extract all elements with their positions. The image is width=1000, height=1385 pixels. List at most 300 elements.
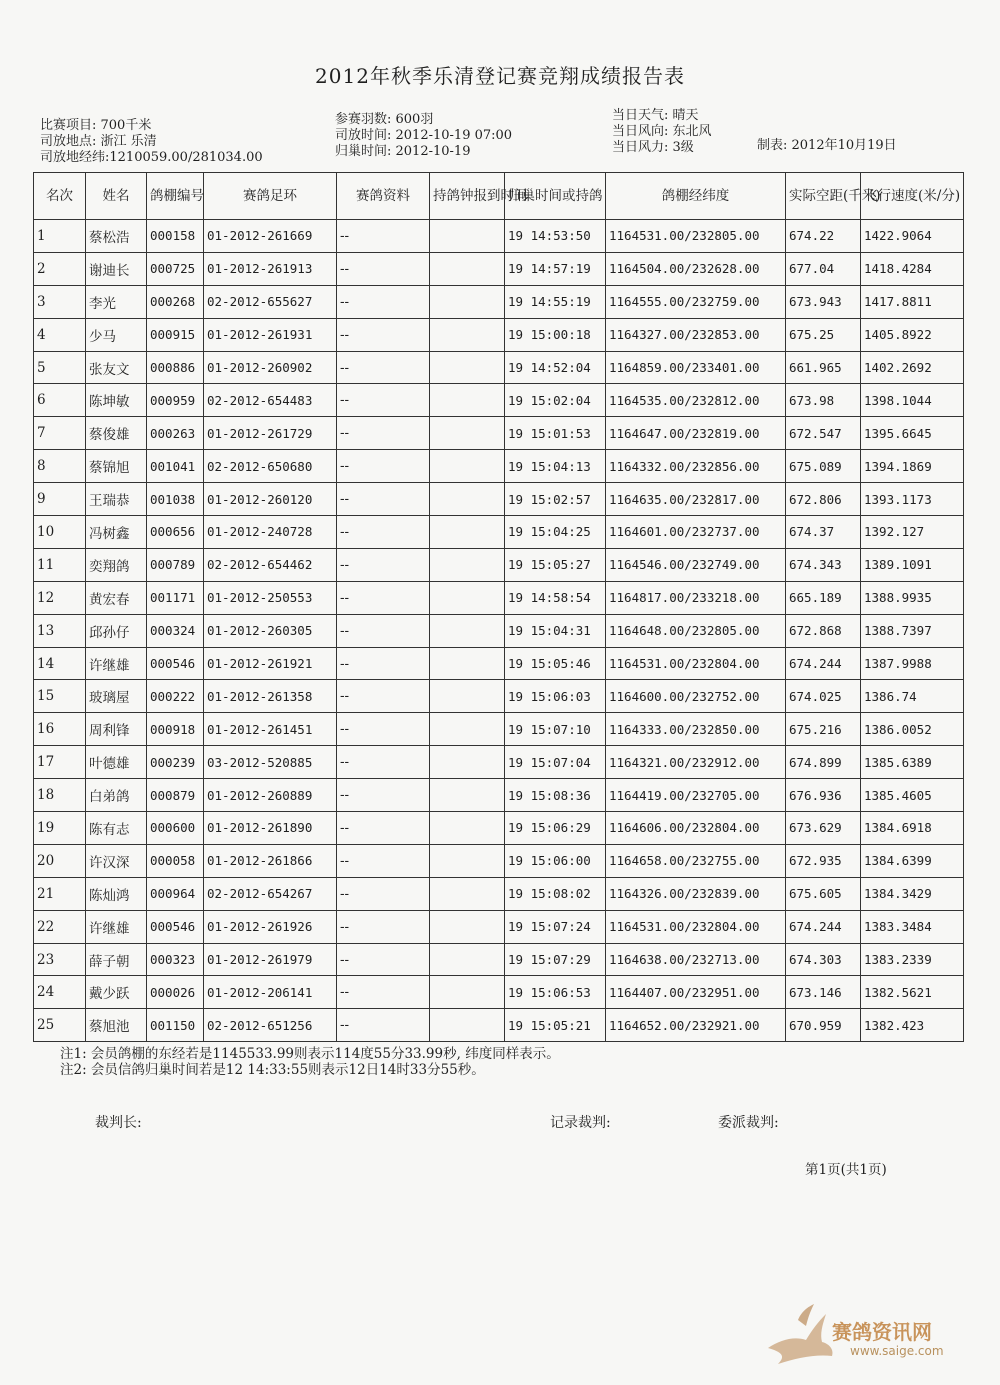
cell-coordinates: 1164555.00/232759.00: [606, 285, 786, 318]
cell-loft-id: 000239: [147, 746, 204, 779]
made-date: 制表: 2012年10月19日: [757, 138, 897, 153]
cell-clock-time: [430, 252, 505, 285]
cell-name: 玻璃屋: [86, 680, 147, 713]
watermark-text: 赛鸽资讯网: [832, 1320, 932, 1344]
cell-distance: 661.965: [786, 351, 861, 384]
cell-pigeon-info: --: [337, 943, 430, 976]
cell-arrival-time: 19 15:06:00: [505, 844, 606, 877]
cell-coordinates: 1164817.00/233218.00: [606, 581, 786, 614]
cell-coordinates: 1164419.00/232705.00: [606, 779, 786, 812]
results-table: [33, 172, 964, 1042]
cell-coordinates: 1164648.00/232805.00: [606, 614, 786, 647]
col-header-ring: 赛鸽足环: [204, 173, 337, 220]
cell-name: 蔡俊雄: [86, 417, 147, 450]
col-header-pigeon-info: 赛鸽资料: [337, 173, 430, 220]
cell-rank: 3: [34, 285, 86, 318]
cell-name: 白弟鸽: [86, 779, 147, 812]
cell-clock-time: [430, 844, 505, 877]
cell-name: 王瑞恭: [86, 483, 147, 516]
delegated-referee-label: 委派裁判:: [718, 1115, 779, 1131]
col-header-name: 姓名: [86, 173, 147, 220]
cell-rank: 7: [34, 417, 86, 450]
cell-arrival-time: 19 15:08:02: [505, 877, 606, 910]
cell-arrival-time: 19 15:00:18: [505, 318, 606, 351]
cell-loft-id: 000158: [147, 220, 204, 253]
cell-speed: 1382.423: [861, 1009, 964, 1042]
cell-pigeon-info: --: [337, 910, 430, 943]
site-watermark: [760, 1300, 980, 1370]
cell-arrival-time: 19 14:58:54: [505, 581, 606, 614]
cell-clock-time: [430, 581, 505, 614]
cell-pigeon-info: --: [337, 844, 430, 877]
table-row: [34, 548, 964, 581]
cell-pigeon-info: --: [337, 877, 430, 910]
cell-coordinates: 1164652.00/232921.00: [606, 1009, 786, 1042]
info-line: 当日天气: 晴天: [612, 108, 699, 123]
cell-ring: 01-2012-261931: [204, 318, 337, 351]
cell-name: 邱孙仔: [86, 614, 147, 647]
table-row: [34, 779, 964, 812]
race-info-left: [40, 118, 263, 166]
table-row: [34, 614, 964, 647]
cell-arrival-time: 19 15:07:04: [505, 746, 606, 779]
cell-loft-id: 000026: [147, 976, 204, 1009]
cell-speed: 1402.2692: [861, 351, 964, 384]
cell-speed: 1392.127: [861, 516, 964, 549]
cell-speed: 1395.6645: [861, 417, 964, 450]
cell-rank: 4: [34, 318, 86, 351]
col-header-loft-id: 鸽棚编号: [147, 173, 204, 220]
cell-rank: 9: [34, 483, 86, 516]
cell-rank: 1: [34, 220, 86, 253]
cell-clock-time: [430, 384, 505, 417]
table-row: [34, 252, 964, 285]
cell-ring: 01-2012-260902: [204, 351, 337, 384]
cell-rank: 25: [34, 1009, 86, 1042]
cell-speed: 1387.9988: [861, 647, 964, 680]
cell-rank: 19: [34, 812, 86, 845]
cell-arrival-time: 19 15:04:25: [505, 516, 606, 549]
cell-distance: 673.943: [786, 285, 861, 318]
cell-pigeon-info: --: [337, 548, 430, 581]
cell-ring: 01-2012-260120: [204, 483, 337, 516]
cell-loft-id: 000263: [147, 417, 204, 450]
cell-loft-id: 000324: [147, 614, 204, 647]
cell-pigeon-info: --: [337, 417, 430, 450]
cell-speed: 1422.9064: [861, 220, 964, 253]
cell-name: 少马: [86, 318, 147, 351]
cell-distance: 670.959: [786, 1009, 861, 1042]
cell-distance: 675.089: [786, 450, 861, 483]
cell-clock-time: [430, 516, 505, 549]
cell-coordinates: 1164535.00/232812.00: [606, 384, 786, 417]
cell-coordinates: 1164635.00/232817.00: [606, 483, 786, 516]
cell-coordinates: 1164326.00/232839.00: [606, 877, 786, 910]
cell-pigeon-info: --: [337, 318, 430, 351]
cell-clock-time: [430, 417, 505, 450]
table-row: [34, 351, 964, 384]
cell-rank: 22: [34, 910, 86, 943]
cell-clock-time: [430, 680, 505, 713]
cell-speed: 1383.2339: [861, 943, 964, 976]
cell-loft-id: 000222: [147, 680, 204, 713]
cell-distance: 672.806: [786, 483, 861, 516]
cell-coordinates: 1164658.00/232755.00: [606, 844, 786, 877]
cell-pigeon-info: --: [337, 450, 430, 483]
cell-coordinates: 1164321.00/232912.00: [606, 746, 786, 779]
cell-coordinates: 1164332.00/232856.00: [606, 450, 786, 483]
cell-loft-id: 000915: [147, 318, 204, 351]
cell-distance: 674.244: [786, 647, 861, 680]
table-row: [34, 516, 964, 549]
cell-name: 谢迪长: [86, 252, 147, 285]
cell-rank: 16: [34, 713, 86, 746]
cell-distance: 675.605: [786, 877, 861, 910]
cell-pigeon-info: --: [337, 746, 430, 779]
page-number: 第1页(共1页): [805, 1162, 887, 1178]
info-line: 参赛羽数: 600羽: [335, 112, 434, 127]
cell-arrival-time: 19 15:04:31: [505, 614, 606, 647]
cell-ring: 01-2012-260889: [204, 779, 337, 812]
cell-ring: 02-2012-651256: [204, 1009, 337, 1042]
cell-arrival-time: 19 15:07:10: [505, 713, 606, 746]
cell-ring: 01-2012-261729: [204, 417, 337, 450]
cell-arrival-time: 19 14:55:19: [505, 285, 606, 318]
cell-rank: 12: [34, 581, 86, 614]
cell-arrival-time: 19 15:07:29: [505, 943, 606, 976]
cell-name: 戴少跃: [86, 976, 147, 1009]
cell-speed: 1383.3484: [861, 910, 964, 943]
cell-clock-time: [430, 1009, 505, 1042]
cell-coordinates: 1164606.00/232804.00: [606, 812, 786, 845]
cell-coordinates: 1164531.00/232804.00: [606, 910, 786, 943]
cell-clock-time: [430, 779, 505, 812]
cell-distance: 674.22: [786, 220, 861, 253]
cell-name: 许汉深: [86, 844, 147, 877]
cell-clock-time: [430, 220, 505, 253]
cell-rank: 17: [34, 746, 86, 779]
cell-coordinates: 1164546.00/232749.00: [606, 548, 786, 581]
cell-loft-id: 000879: [147, 779, 204, 812]
cell-arrival-time: 19 14:52:04: [505, 351, 606, 384]
cell-loft-id: 000058: [147, 844, 204, 877]
cell-loft-id: 000918: [147, 713, 204, 746]
cell-ring: 01-2012-260305: [204, 614, 337, 647]
cell-pigeon-info: --: [337, 483, 430, 516]
cell-rank: 2: [34, 252, 86, 285]
cell-speed: 1384.3429: [861, 877, 964, 910]
cell-name: 黄宏春: [86, 581, 147, 614]
table-row: [34, 483, 964, 516]
cell-rank: 21: [34, 877, 86, 910]
cell-distance: 673.98: [786, 384, 861, 417]
cell-loft-id: 000886: [147, 351, 204, 384]
cell-coordinates: 1164531.00/232804.00: [606, 647, 786, 680]
cell-rank: 13: [34, 614, 86, 647]
cell-distance: 677.04: [786, 252, 861, 285]
cell-ring: 02-2012-654462: [204, 548, 337, 581]
table-row: [34, 976, 964, 1009]
cell-clock-time: [430, 647, 505, 680]
col-header-distance: 实际空距(千米): [786, 173, 861, 220]
cell-clock-time: [430, 285, 505, 318]
cell-arrival-time: 19 15:06:29: [505, 812, 606, 845]
cell-pigeon-info: --: [337, 1009, 430, 1042]
cell-loft-id: 000546: [147, 647, 204, 680]
cell-name: 叶德雄: [86, 746, 147, 779]
cell-pigeon-info: --: [337, 581, 430, 614]
cell-loft-id: 000546: [147, 910, 204, 943]
race-info-right: [612, 108, 712, 156]
cell-rank: 20: [34, 844, 86, 877]
chief-referee-label: 裁判长:: [95, 1115, 142, 1131]
cell-coordinates: 1164601.00/232737.00: [606, 516, 786, 549]
cell-speed: 1388.7397: [861, 614, 964, 647]
table-row: [34, 812, 964, 845]
cell-ring: 01-2012-261979: [204, 943, 337, 976]
cell-distance: 674.303: [786, 943, 861, 976]
recording-referee-label: 记录裁判:: [550, 1115, 611, 1131]
cell-loft-id: 000959: [147, 384, 204, 417]
info-line: 司放地点: 浙江 乐清: [40, 134, 157, 149]
cell-clock-time: [430, 976, 505, 1009]
footnote: 注1: 会员鸽棚的东经若是1145533.99则表示114度55分33.99秒, 纬度同样表示。: [60, 1046, 560, 1062]
cell-ring: 02-2012-654267: [204, 877, 337, 910]
table-row: [34, 943, 964, 976]
cell-arrival-time: 19 15:02:04: [505, 384, 606, 417]
cell-rank: 6: [34, 384, 86, 417]
cell-rank: 24: [34, 976, 86, 1009]
info-line: 当日风力: 3级: [612, 140, 694, 155]
table-row: [34, 877, 964, 910]
cell-ring: 01-2012-261913: [204, 252, 337, 285]
table-header-row: [34, 173, 964, 220]
cell-ring: 01-2012-206141: [204, 976, 337, 1009]
cell-clock-time: [430, 910, 505, 943]
cell-ring: 01-2012-261866: [204, 844, 337, 877]
info-line: 归巢时间: 2012-10-19: [335, 144, 471, 159]
cell-speed: 1386.74: [861, 680, 964, 713]
col-header-clock-time: 持鸽钟报到时间: [430, 173, 505, 220]
cell-rank: 5: [34, 351, 86, 384]
cell-distance: 672.868: [786, 614, 861, 647]
cell-clock-time: [430, 746, 505, 779]
cell-ring: 01-2012-261926: [204, 910, 337, 943]
cell-name: 周利锋: [86, 713, 147, 746]
footnotes: [60, 1046, 560, 1078]
footnote: 注2: 会员信鸽归巢时间若是12 14:33:55则表示12日14时33分55秒。: [60, 1062, 485, 1078]
col-header-arrival-time: 归巢时间或持鸽: [505, 173, 606, 220]
cell-pigeon-info: --: [337, 384, 430, 417]
cell-clock-time: [430, 351, 505, 384]
cell-rank: 10: [34, 516, 86, 549]
cell-coordinates: 1164600.00/232752.00: [606, 680, 786, 713]
cell-loft-id: 000268: [147, 285, 204, 318]
cell-speed: 1394.1869: [861, 450, 964, 483]
cell-rank: 8: [34, 450, 86, 483]
cell-loft-id: 001171: [147, 581, 204, 614]
cell-arrival-time: 19 15:02:57: [505, 483, 606, 516]
cell-arrival-time: 19 15:06:03: [505, 680, 606, 713]
cell-loft-id: 000323: [147, 943, 204, 976]
cell-distance: 674.899: [786, 746, 861, 779]
cell-name: 许继雄: [86, 910, 147, 943]
cell-clock-time: [430, 812, 505, 845]
table-row: [34, 417, 964, 450]
cell-rank: 18: [34, 779, 86, 812]
cell-distance: 675.216: [786, 713, 861, 746]
cell-clock-time: [430, 318, 505, 351]
cell-pigeon-info: --: [337, 812, 430, 845]
cell-ring: 01-2012-261921: [204, 647, 337, 680]
cell-coordinates: 1164531.00/232805.00: [606, 220, 786, 253]
cell-arrival-time: 19 15:04:13: [505, 450, 606, 483]
cell-pigeon-info: --: [337, 351, 430, 384]
info-line: 当日风向: 东北风: [612, 124, 712, 139]
cell-clock-time: [430, 548, 505, 581]
pigeon-logo-icon: [760, 1300, 840, 1370]
info-line: 司放地经纬:1210059.00/281034.00: [40, 150, 263, 165]
table-row: [34, 1009, 964, 1042]
table-row: [34, 910, 964, 943]
col-header-rank: 名次: [34, 173, 86, 220]
cell-pigeon-info: --: [337, 647, 430, 680]
cell-ring: 01-2012-261890: [204, 812, 337, 845]
cell-ring: 01-2012-261669: [204, 220, 337, 253]
cell-ring: 01-2012-240728: [204, 516, 337, 549]
cell-rank: 14: [34, 647, 86, 680]
cell-name: 张友文: [86, 351, 147, 384]
cell-pigeon-info: --: [337, 285, 430, 318]
cell-coordinates: 1164638.00/232713.00: [606, 943, 786, 976]
cell-pigeon-info: --: [337, 220, 430, 253]
cell-name: 陈有志: [86, 812, 147, 845]
cell-distance: 673.146: [786, 976, 861, 1009]
cell-speed: 1384.6918: [861, 812, 964, 845]
cell-loft-id: 001150: [147, 1009, 204, 1042]
cell-loft-id: 000964: [147, 877, 204, 910]
cell-pigeon-info: --: [337, 976, 430, 1009]
table-row: [34, 647, 964, 680]
cell-clock-time: [430, 450, 505, 483]
cell-coordinates: 1164504.00/232628.00: [606, 252, 786, 285]
cell-clock-time: [430, 614, 505, 647]
cell-ring: 01-2012-261358: [204, 680, 337, 713]
table-row: [34, 450, 964, 483]
cell-speed: 1393.1173: [861, 483, 964, 516]
cell-speed: 1385.4605: [861, 779, 964, 812]
cell-name: 蔡松浩: [86, 220, 147, 253]
cell-speed: 1417.8811: [861, 285, 964, 318]
cell-arrival-time: 19 15:06:53: [505, 976, 606, 1009]
cell-speed: 1389.1091: [861, 548, 964, 581]
cell-ring: 02-2012-650680: [204, 450, 337, 483]
cell-arrival-time: 19 15:05:27: [505, 548, 606, 581]
cell-name: 陈坤敏: [86, 384, 147, 417]
table-row: [34, 680, 964, 713]
cell-speed: 1385.6389: [861, 746, 964, 779]
cell-ring: 02-2012-655627: [204, 285, 337, 318]
cell-arrival-time: 19 15:05:21: [505, 1009, 606, 1042]
table-row: [34, 220, 964, 253]
cell-name: 蔡旭池: [86, 1009, 147, 1042]
cell-loft-id: 001038: [147, 483, 204, 516]
cell-distance: 674.244: [786, 910, 861, 943]
cell-loft-id: 000600: [147, 812, 204, 845]
table-row: [34, 318, 964, 351]
cell-coordinates: 1164647.00/232819.00: [606, 417, 786, 450]
cell-distance: 674.343: [786, 548, 861, 581]
cell-speed: 1405.8922: [861, 318, 964, 351]
cell-distance: 675.25: [786, 318, 861, 351]
cell-clock-time: [430, 943, 505, 976]
cell-pigeon-info: --: [337, 713, 430, 746]
cell-pigeon-info: --: [337, 516, 430, 549]
cell-arrival-time: 19 15:07:24: [505, 910, 606, 943]
cell-rank: 23: [34, 943, 86, 976]
info-line: 比赛项目: 700千米: [40, 118, 152, 133]
cell-clock-time: [430, 713, 505, 746]
cell-clock-time: [430, 483, 505, 516]
cell-loft-id: 000725: [147, 252, 204, 285]
cell-speed: 1418.4284: [861, 252, 964, 285]
cell-distance: 665.189: [786, 581, 861, 614]
cell-rank: 11: [34, 548, 86, 581]
race-info-middle: [335, 112, 512, 160]
cell-ring: 02-2012-654483: [204, 384, 337, 417]
cell-arrival-time: 19 14:53:50: [505, 220, 606, 253]
cell-arrival-time: 19 14:57:19: [505, 252, 606, 285]
cell-rank: 15: [34, 680, 86, 713]
cell-loft-id: 000656: [147, 516, 204, 549]
cell-coordinates: 1164407.00/232951.00: [606, 976, 786, 1009]
cell-name: 陈灿鸿: [86, 877, 147, 910]
table-row: [34, 285, 964, 318]
cell-speed: 1398.1044: [861, 384, 964, 417]
page-title: 2012年秋季乐清登记赛竞翔成绩报告表: [315, 64, 685, 88]
cell-loft-id: 001041: [147, 450, 204, 483]
cell-arrival-time: 19 15:01:53: [505, 417, 606, 450]
cell-clock-time: [430, 877, 505, 910]
cell-speed: 1384.6399: [861, 844, 964, 877]
cell-distance: 676.936: [786, 779, 861, 812]
table-row: [34, 713, 964, 746]
cell-name: 蔡锦旭: [86, 450, 147, 483]
cell-coordinates: 1164859.00/233401.00: [606, 351, 786, 384]
col-header-speed: 飞行速度(米/分): [861, 173, 964, 220]
cell-distance: 673.629: [786, 812, 861, 845]
table-row: [34, 581, 964, 614]
cell-speed: 1388.9935: [861, 581, 964, 614]
cell-name: 李光: [86, 285, 147, 318]
table-row: [34, 844, 964, 877]
cell-ring: 01-2012-261451: [204, 713, 337, 746]
cell-ring: 03-2012-520885: [204, 746, 337, 779]
cell-speed: 1386.0052: [861, 713, 964, 746]
cell-coordinates: 1164327.00/232853.00: [606, 318, 786, 351]
cell-pigeon-info: --: [337, 680, 430, 713]
cell-distance: 672.935: [786, 844, 861, 877]
col-header-coordinates: 鸽棚经纬度: [606, 173, 786, 220]
cell-name: 奕翔鸽: [86, 548, 147, 581]
table-row: [34, 746, 964, 779]
cell-arrival-time: 19 15:08:36: [505, 779, 606, 812]
cell-distance: 672.547: [786, 417, 861, 450]
cell-ring: 01-2012-250553: [204, 581, 337, 614]
cell-name: 薛子朝: [86, 943, 147, 976]
cell-pigeon-info: --: [337, 779, 430, 812]
cell-pigeon-info: --: [337, 252, 430, 285]
